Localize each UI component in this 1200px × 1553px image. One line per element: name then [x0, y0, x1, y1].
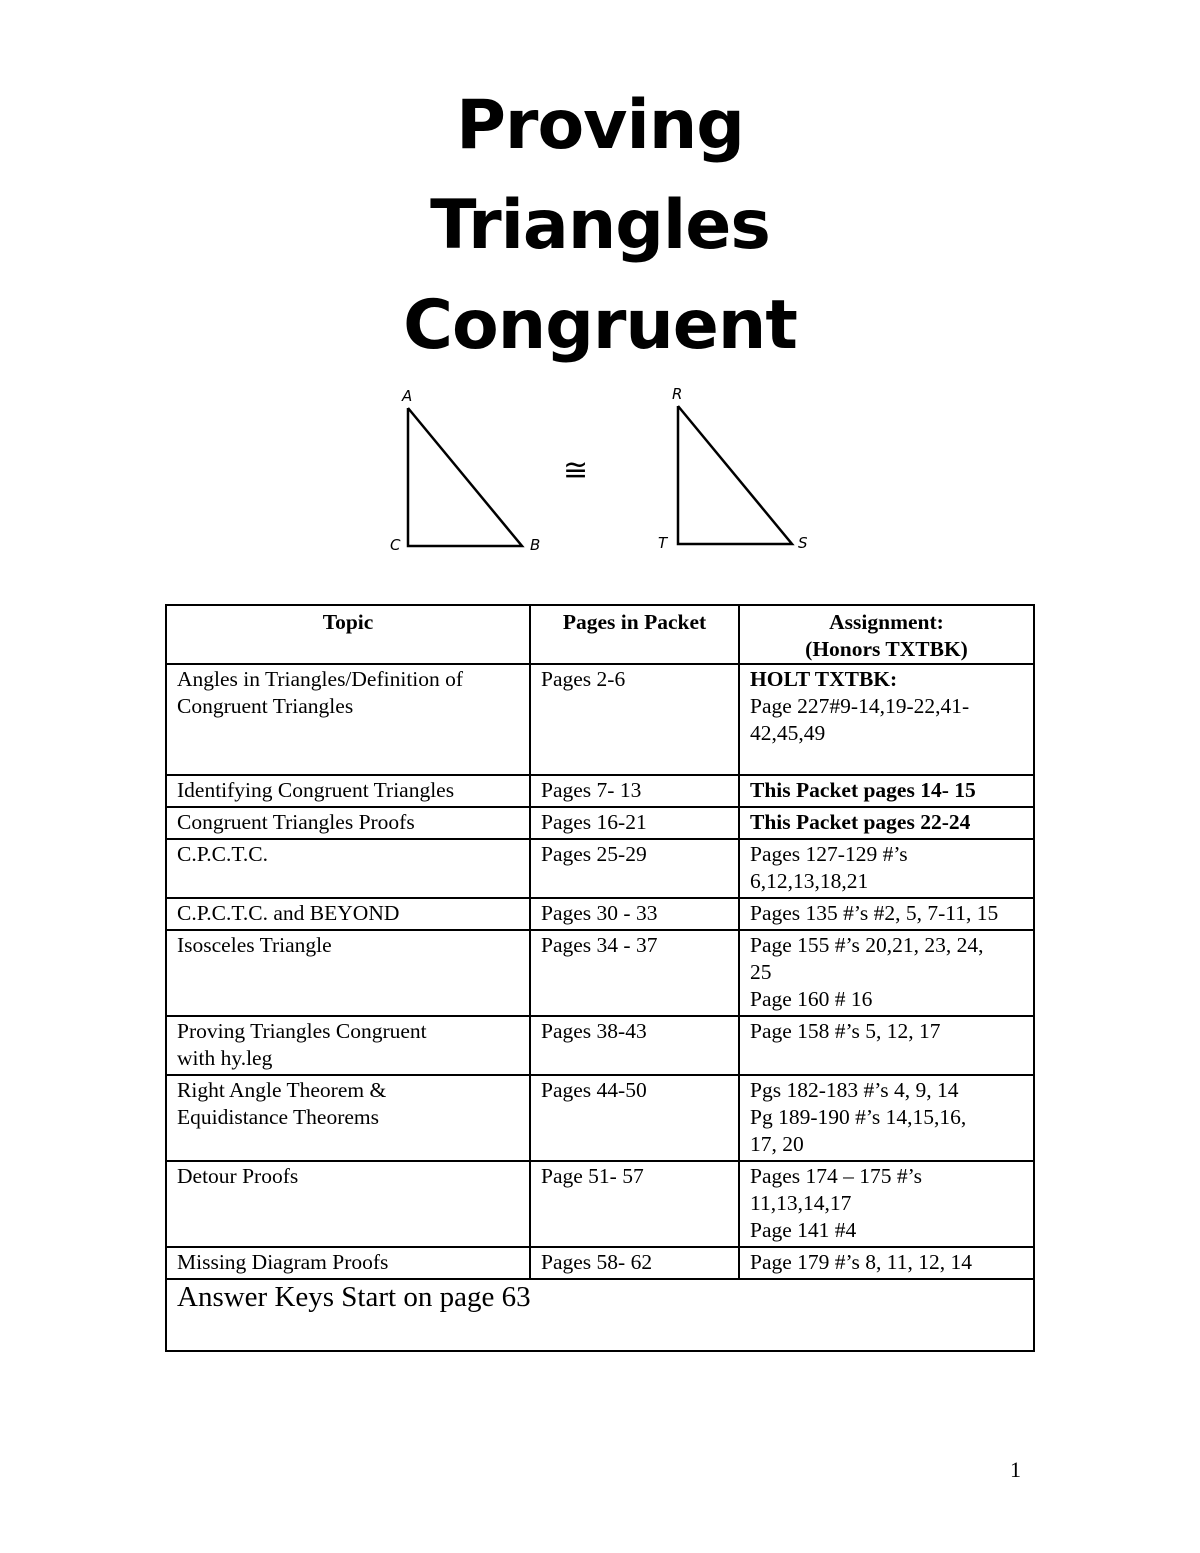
topic-line: Congruent Triangles Proofs: [177, 810, 415, 834]
assignment-bold-line: This Packet pages 22-24: [750, 810, 971, 834]
header-assignment-line2: (Honors TXTBK): [805, 637, 968, 661]
topic-line: Equidistance Theorems: [177, 1105, 380, 1129]
pages-cell: Pages 30 - 33: [530, 898, 739, 930]
topic-line: Isosceles Triangle: [177, 933, 332, 957]
assignment-bold-line: HOLT TXTBK:: [750, 667, 898, 691]
assignment-line: 42,45,49: [750, 721, 826, 745]
topic-cell: [166, 930, 530, 1016]
topic-line: Angles in Triangles/Definition of: [177, 667, 464, 691]
pages-cell: Pages 34 - 37: [530, 930, 739, 1016]
topic-line: Identifying Congruent Triangles: [177, 778, 455, 802]
assignment-line: 17, 20: [750, 1132, 804, 1156]
topic-line: Right Angle Theorem &: [177, 1078, 387, 1102]
topic-cell: [166, 898, 530, 930]
vertex-label-r: R: [672, 385, 683, 403]
table-row: [166, 807, 1034, 839]
pages-cell: Pages 2-6: [530, 664, 739, 775]
assignment-cell: [739, 839, 1034, 898]
table-row: [166, 930, 1034, 1016]
assignment-cell: [739, 898, 1034, 930]
page-number: 1: [1010, 1457, 1021, 1482]
triangle-acb: [408, 408, 522, 546]
topic-line: Detour Proofs: [177, 1164, 299, 1188]
assignment-line: Pages 127-129 #’s: [750, 842, 908, 866]
assignment-line: Pages 135 #’s #2, 5, 7-11, 15: [750, 901, 999, 925]
table-row: [166, 1247, 1034, 1279]
assignment-cell: [739, 930, 1034, 1016]
table-row: [166, 898, 1034, 930]
pages-cell: Pages 16-21: [530, 807, 739, 839]
topic-cell: [166, 1247, 530, 1279]
topic-line: C.P.C.T.C.: [177, 842, 269, 866]
topic-cell: [166, 664, 530, 775]
topic-line: Congruent Triangles: [177, 694, 354, 718]
assignment-cell: [739, 1161, 1034, 1247]
header-assignment: [739, 605, 1034, 664]
assignment-cell: [739, 1075, 1034, 1161]
table-row: [166, 664, 1034, 775]
contents-table: [165, 604, 1035, 1352]
pages-cell: Pages 25-29: [530, 839, 739, 898]
vertex-label-s: S: [798, 534, 808, 552]
congruent-symbol: ≅: [563, 453, 589, 488]
table-row: [166, 1075, 1034, 1161]
topic-cell: [166, 775, 530, 807]
vertex-label-a: A: [402, 387, 413, 405]
table-header-row: [166, 605, 1034, 664]
table-row: [166, 1161, 1034, 1247]
header-assignment-line1: Assignment:: [829, 610, 944, 634]
pages-cell: Pages 44-50: [530, 1075, 739, 1161]
assignment-cell: [739, 1247, 1034, 1279]
answer-keys-note: Answer Keys Start on page 63: [166, 1279, 1034, 1351]
assignment-line: 25: [750, 960, 772, 984]
assignment-bold-line: This Packet pages 14- 15: [750, 778, 976, 802]
pages-cell: Pages 38-43: [530, 1016, 739, 1075]
assignment-line: 6,12,13,18,21: [750, 869, 869, 893]
pages-cell: Pages 7- 13: [530, 775, 739, 807]
vertex-label-c: C: [390, 536, 401, 554]
topic-cell: [166, 839, 530, 898]
topic-line: Proving Triangles Congruent: [177, 1019, 427, 1043]
assignment-cell: [739, 775, 1034, 807]
topic-line: C.P.C.T.C. and BEYOND: [177, 901, 400, 925]
table-row: [166, 839, 1034, 898]
assignment-line: 11,13,14,17: [750, 1191, 852, 1215]
assignment-line: Page 141 #4: [750, 1218, 857, 1242]
congruent-triangles-figure: [360, 380, 840, 560]
assignment-line: Pgs 182-183 #’s 4, 9, 14: [750, 1078, 959, 1102]
header-pages: Pages in Packet: [530, 605, 739, 664]
pages-cell: Pages 58- 62: [530, 1247, 739, 1279]
assignment-cell: [739, 664, 1034, 775]
table-row: [166, 1016, 1034, 1075]
topic-cell: [166, 807, 530, 839]
pages-cell: Page 51- 57: [530, 1161, 739, 1247]
assignment-line: Page 155 #’s 20,21, 23, 24,: [750, 933, 984, 957]
topic-line: Missing Diagram Proofs: [177, 1250, 389, 1274]
assignment-cell: [739, 807, 1034, 839]
triangle-rts: [678, 406, 792, 544]
vertex-label-b: B: [530, 536, 541, 554]
title-line-1: Proving: [456, 86, 744, 165]
topic-cell: [166, 1016, 530, 1075]
assignment-line: Pg 189-190 #’s 14,15,16,: [750, 1105, 967, 1129]
table-footer-row: [166, 1279, 1034, 1351]
header-topic: Topic: [166, 605, 530, 664]
topic-cell: [166, 1161, 530, 1247]
assignment-line: Page 158 #’s 5, 12, 17: [750, 1019, 941, 1043]
topic-line: with hy.leg: [177, 1046, 273, 1070]
assignment-line: Page 160 # 16: [750, 987, 873, 1011]
title-line-3: Congruent: [403, 286, 797, 365]
title-line-2: Triangles: [430, 186, 770, 265]
assignment-line: Page 227#9-14,19-22,41-: [750, 694, 970, 718]
assignment-cell: [739, 1016, 1034, 1075]
table-row: [166, 775, 1034, 807]
assignment-line: Pages 174 – 175 #’s: [750, 1164, 922, 1188]
assignment-line: Page 179 #’s 8, 11, 12, 14: [750, 1250, 972, 1274]
topic-cell: [166, 1075, 530, 1161]
vertex-label-t: T: [658, 534, 668, 552]
